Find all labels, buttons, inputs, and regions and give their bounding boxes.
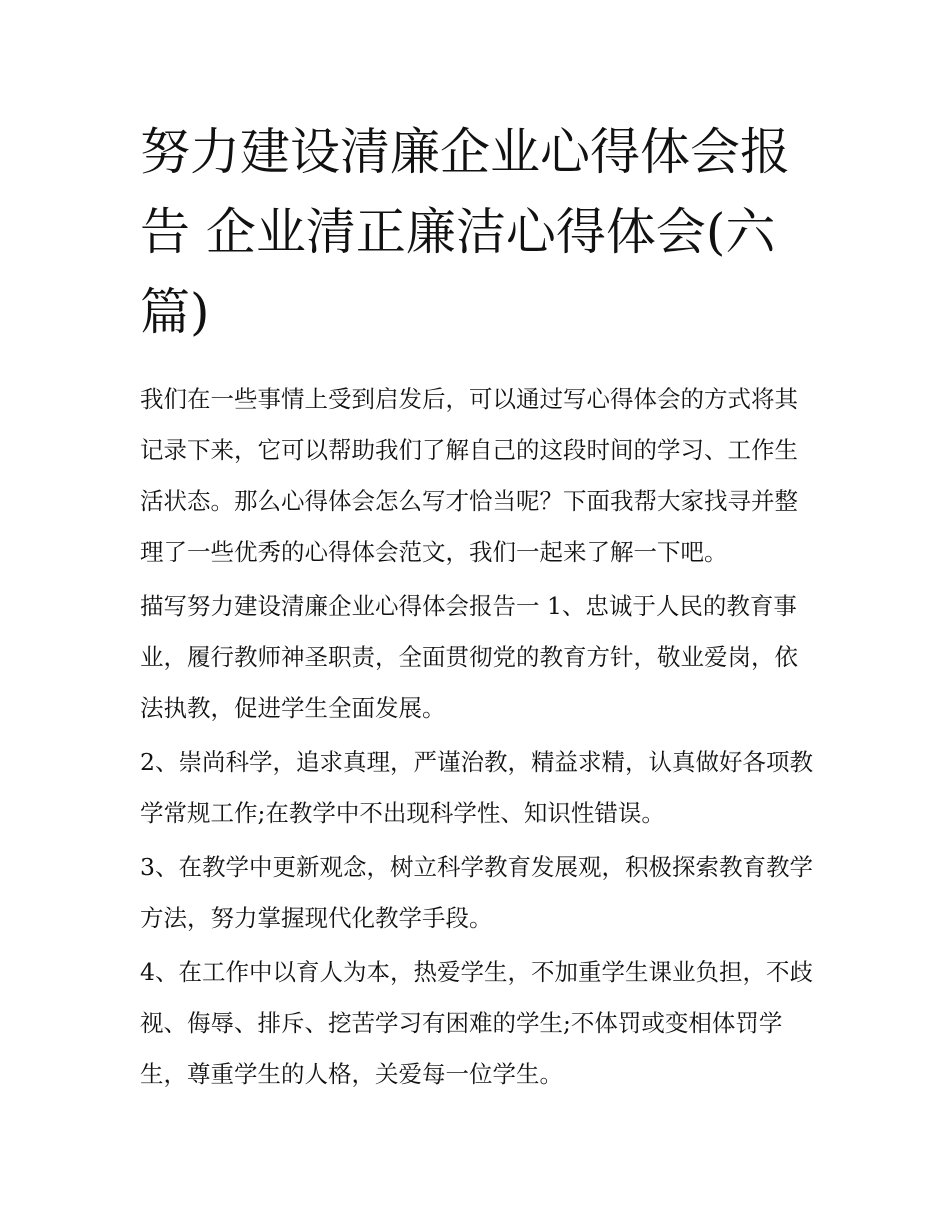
paragraph-item-1: 描写努力建设清廉企业心得体会报告一 1、忠诚于人民的教育事业，履行教师神圣职责，全面贯彻党的教育方针，敬业爱岗，依法执教，促进学生全面发展。 [140,592,798,722]
paragraph-item-2: 2、崇尚科学，追求真理，严谨治教，精益求精，认真做好各项教学常规工作;在教学中不出现科学性、知识性错误。 [140,748,813,827]
document-body [140,374,820,1100]
paragraph-item-3: 3、在教学中更新观念，树立科学教育发展观，积极探索教育教学方法，努力掌握现代化教学手段。 [140,853,813,932]
document-page [140,112,820,1103]
paragraph-item-4: 4、在工作中以育人为本，热爱学生，不加重学生课业负担，不歧视、侮辱、排斥、挖苦学习有困难的学生;不体罚或变相体罚学生，尊重学生的人格，关爱每一位学生。 [140,958,813,1088]
document-title: 努力建设清廉企业心得体会报告 企业清正廉洁心得体会(六篇) [140,123,790,341]
paragraph-intro: 我们在一些事情上受到启发后，可以通过写心得体会的方式将其记录下来，它可以帮助我们了解自己的这段时间的学习、工作生活状态。那么心得体会怎么写才恰当呢？下面我帮大家找寻并整理了一些优秀的心得体会范文，我们一起来了解一下吧。 [140,385,798,566]
